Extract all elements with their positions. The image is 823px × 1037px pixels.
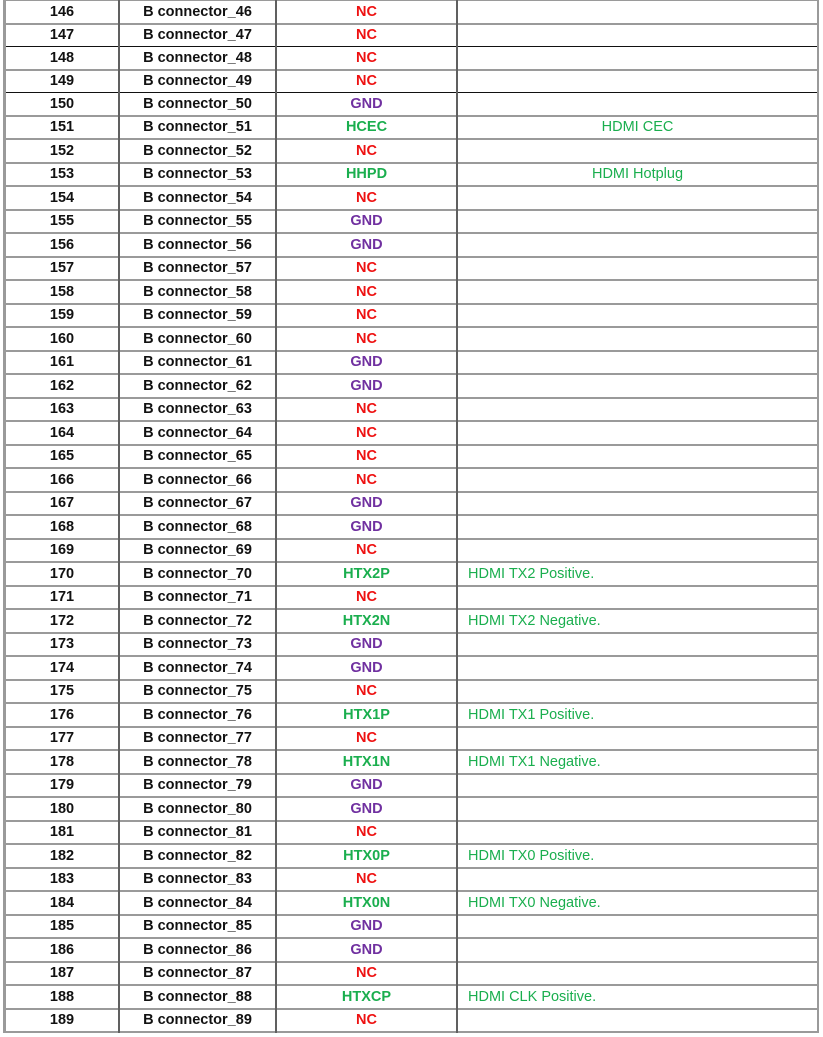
connector-name: B connector_52 [119,139,276,163]
table-row [5,891,819,915]
signal-description [457,680,818,704]
signal-description [457,445,818,469]
connector-name: B connector_59 [119,304,276,328]
table-row [5,586,819,610]
signal-description [457,421,818,445]
connector-name: B connector_88 [119,985,276,1009]
signal-description: HDMI TX2 Negative. [457,609,818,633]
connector-name: B connector_46 [119,0,276,24]
signal-description [457,868,818,892]
signal-description [457,398,818,422]
pin-number: 148 [5,47,120,70]
signal-description [457,24,818,47]
signal-name: NC [276,398,457,422]
signal-description [457,962,818,986]
signal-description: HDMI TX1 Negative. [457,750,818,774]
signal-name: NC [276,0,457,24]
table-row [5,280,819,304]
signal-name: NC [276,445,457,469]
table-row [5,47,819,70]
pin-number: 160 [5,327,120,351]
table-row [5,844,819,868]
pin-number: 188 [5,985,120,1009]
pin-number: 159 [5,304,120,328]
connector-name: B connector_48 [119,47,276,70]
signal-description [457,327,818,351]
pin-number: 177 [5,727,120,751]
connector-name: B connector_58 [119,280,276,304]
pin-table-body [5,0,819,1032]
connector-name: B connector_86 [119,938,276,962]
connector-name: B connector_75 [119,680,276,704]
signal-name: NC [276,468,457,492]
signal-description [457,915,818,939]
signal-description: HDMI Hotplug [457,163,818,187]
table-row [5,774,819,798]
pin-number: 187 [5,962,120,986]
pin-number: 147 [5,24,120,47]
connector-name: B connector_77 [119,727,276,751]
connector-name: B connector_84 [119,891,276,915]
connector-name: B connector_64 [119,421,276,445]
connector-name: B connector_54 [119,186,276,210]
signal-name: NC [276,539,457,563]
signal-description [457,468,818,492]
connector-name: B connector_83 [119,868,276,892]
table-row [5,1009,819,1033]
signal-description [457,93,818,116]
table-row [5,656,819,680]
table-row [5,445,819,469]
signal-name: HHPD [276,163,457,187]
signal-description [457,304,818,328]
pin-number: 180 [5,797,120,821]
signal-name: NC [276,304,457,328]
pin-number: 150 [5,93,120,116]
connector-name: B connector_50 [119,93,276,116]
connector-name: B connector_74 [119,656,276,680]
table-row [5,609,819,633]
connector-name: B connector_62 [119,374,276,398]
pin-number: 173 [5,633,120,657]
pin-number: 183 [5,868,120,892]
signal-name: HCEC [276,116,457,140]
table-row [5,703,819,727]
signal-description [457,233,818,257]
signal-name: HTX1P [276,703,457,727]
connector-name: B connector_49 [119,70,276,93]
pin-number: 186 [5,938,120,962]
table-row [5,327,819,351]
signal-name: NC [276,186,457,210]
table-row [5,868,819,892]
pin-number: 158 [5,280,120,304]
signal-name: NC [276,962,457,986]
signal-name: NC [276,421,457,445]
table-row [5,186,819,210]
pin-number: 165 [5,445,120,469]
table-row [5,351,819,375]
signal-name: HTX1N [276,750,457,774]
pin-number: 175 [5,680,120,704]
connector-name: B connector_78 [119,750,276,774]
signal-name: GND [276,938,457,962]
connector-name: B connector_66 [119,468,276,492]
signal-description [457,774,818,798]
pin-number: 184 [5,891,120,915]
pin-number: 176 [5,703,120,727]
pin-number: 174 [5,656,120,680]
table-row [5,515,819,539]
table-row [5,139,819,163]
connector-name: B connector_73 [119,633,276,657]
table-row [5,821,819,845]
connector-name: B connector_68 [119,515,276,539]
signal-name: NC [276,586,457,610]
table-row [5,163,819,187]
table-row [5,962,819,986]
pin-number: 149 [5,70,120,93]
pin-number: 181 [5,821,120,845]
table-row [5,468,819,492]
connector-name: B connector_70 [119,562,276,586]
signal-description [457,186,818,210]
pin-number: 166 [5,468,120,492]
connector-name: B connector_72 [119,609,276,633]
connector-name: B connector_51 [119,116,276,140]
signal-name: NC [276,1009,457,1033]
signal-name: NC [276,280,457,304]
pin-number: 182 [5,844,120,868]
pin-number: 151 [5,116,120,140]
signal-description [457,257,818,281]
connector-name: B connector_60 [119,327,276,351]
signal-name: HTX2P [276,562,457,586]
signal-description [457,0,818,24]
connector-name: B connector_53 [119,163,276,187]
signal-description [457,351,818,375]
signal-description [457,633,818,657]
signal-name: NC [276,257,457,281]
signal-description [457,374,818,398]
connector-name: B connector_55 [119,210,276,234]
table-row [5,257,819,281]
table-row [5,233,819,257]
signal-name: HTX0P [276,844,457,868]
connector-name: B connector_61 [119,351,276,375]
pin-assignment-table [3,0,819,1033]
signal-name: NC [276,327,457,351]
table-row [5,985,819,1009]
table-row [5,116,819,140]
connector-name: B connector_56 [119,233,276,257]
table-row [5,70,819,93]
pin-number: 189 [5,1009,120,1033]
table-row [5,398,819,422]
signal-description: HDMI TX0 Negative. [457,891,818,915]
signal-description [457,656,818,680]
connector-name: B connector_69 [119,539,276,563]
pin-number: 168 [5,515,120,539]
connector-name: B connector_76 [119,703,276,727]
signal-name: NC [276,821,457,845]
signal-description [457,47,818,70]
signal-description [457,539,818,563]
table-row [5,304,819,328]
signal-name: NC [276,139,457,163]
pin-number: 155 [5,210,120,234]
pin-number: 146 [5,0,120,24]
connector-name: B connector_82 [119,844,276,868]
signal-name: GND [276,374,457,398]
signal-description [457,70,818,93]
signal-description: HDMI TX1 Positive. [457,703,818,727]
pin-number: 169 [5,539,120,563]
connector-name: B connector_80 [119,797,276,821]
signal-name: GND [276,492,457,516]
pin-number: 161 [5,351,120,375]
signal-name: NC [276,47,457,70]
pin-number: 167 [5,492,120,516]
signal-description: HDMI CEC [457,116,818,140]
connector-name: B connector_63 [119,398,276,422]
signal-description [457,938,818,962]
pin-number: 154 [5,186,120,210]
table-row [5,421,819,445]
signal-name: GND [276,515,457,539]
pin-number: 170 [5,562,120,586]
signal-name: NC [276,727,457,751]
signal-description [457,821,818,845]
table-row [5,633,819,657]
signal-description [457,727,818,751]
table-row [5,915,819,939]
connector-name: B connector_81 [119,821,276,845]
table-row [5,210,819,234]
signal-description [457,1009,818,1033]
signal-name: GND [276,774,457,798]
signal-name: NC [276,680,457,704]
table-row [5,680,819,704]
signal-name: GND [276,633,457,657]
table-row [5,562,819,586]
pin-number: 171 [5,586,120,610]
pin-number: 179 [5,774,120,798]
signal-description [457,139,818,163]
signal-description: HDMI TX2 Positive. [457,562,818,586]
signal-description [457,210,818,234]
connector-name: B connector_89 [119,1009,276,1033]
table-row [5,93,819,116]
connector-name: B connector_65 [119,445,276,469]
table-row [5,374,819,398]
connector-name: B connector_79 [119,774,276,798]
pin-number: 185 [5,915,120,939]
pin-number: 164 [5,421,120,445]
connector-name: B connector_87 [119,962,276,986]
signal-description [457,515,818,539]
signal-name: GND [276,915,457,939]
signal-name: GND [276,93,457,116]
signal-description [457,280,818,304]
table-row [5,938,819,962]
signal-name: HTX2N [276,609,457,633]
pin-number: 156 [5,233,120,257]
signal-description: HDMI CLK Positive. [457,985,818,1009]
connector-name: B connector_57 [119,257,276,281]
table-row [5,539,819,563]
signal-name: NC [276,24,457,47]
pin-number: 162 [5,374,120,398]
connector-name: B connector_71 [119,586,276,610]
connector-name: B connector_85 [119,915,276,939]
signal-name: NC [276,70,457,93]
signal-description [457,492,818,516]
table-row [5,24,819,47]
signal-name: GND [276,233,457,257]
table-row [5,727,819,751]
table-row [5,0,819,24]
pin-number: 163 [5,398,120,422]
connector-name: B connector_67 [119,492,276,516]
table-row [5,750,819,774]
signal-name: HTX0N [276,891,457,915]
pin-number: 152 [5,139,120,163]
table-row [5,492,819,516]
signal-name: HTXCP [276,985,457,1009]
pin-number: 172 [5,609,120,633]
pin-number: 178 [5,750,120,774]
signal-name: GND [276,656,457,680]
pin-number: 153 [5,163,120,187]
signal-name: NC [276,868,457,892]
connector-name: B connector_47 [119,24,276,47]
signal-description [457,586,818,610]
signal-description [457,797,818,821]
pin-number: 157 [5,257,120,281]
signal-name: GND [276,351,457,375]
signal-name: GND [276,797,457,821]
signal-name: GND [276,210,457,234]
signal-description: HDMI TX0 Positive. [457,844,818,868]
table-row [5,797,819,821]
